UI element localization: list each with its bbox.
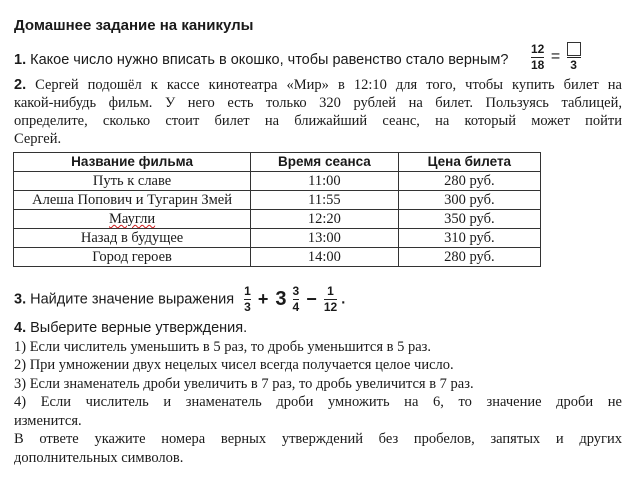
question-3-text: Найдите значение выражения [30, 291, 235, 308]
ticket-price: 300 руб. [398, 191, 540, 210]
film-name: Маугли [14, 210, 251, 229]
question-2-line-4: Сергей. [14, 131, 62, 147]
film-name: Алеша Попович и Тугарин Змей [14, 191, 251, 210]
expr-fraction-2: $\frac{3}{4}$ [292, 284, 300, 314]
statement-3: 3) Если знаменатель дроби увеличить в 7 раз, то дробь увеличится в 7 раз. [14, 375, 474, 392]
question-2-line-1: 2. Сергей подошёл к кассе кинотеатра «Мир» в 12:10 для того, чтобы купить билет на [14, 77, 622, 93]
question-4 [14, 319, 622, 467]
question-2 [14, 76, 622, 148]
header-film: Название фильма [14, 153, 251, 172]
plus-sign: + [257, 289, 269, 309]
ticket-price: 280 руб. [398, 172, 540, 191]
fraction-right [567, 42, 581, 72]
table-row [14, 210, 541, 229]
question-2-line-2: какой-нибудь фильм. У него есть только 320 рублей на билет. Пользуясь таблицей, [14, 95, 622, 111]
session-time: 11:55 [251, 191, 399, 210]
question-3-number: 3. [14, 291, 27, 308]
fraction-left-denominator: 18 [531, 57, 545, 72]
fraction-right-denominator: 3 [570, 58, 577, 72]
statement-4-line-2: изменится. [14, 412, 82, 429]
session-time: 13:00 [251, 229, 399, 248]
ticket-price: 350 руб. [398, 210, 540, 229]
ticket-price: 310 руб. [398, 229, 540, 248]
answer-box[interactable] [567, 42, 581, 56]
minus-sign: − [306, 289, 317, 309]
question-1-number: 1. [14, 52, 27, 68]
expr-fraction-3: $\frac{1}{12}$ [323, 284, 338, 314]
table-row [14, 248, 541, 267]
fraction-left-numerator: 12 [531, 41, 545, 56]
expr-fraction-1: $\frac{1}{3}$ [244, 284, 251, 314]
header-time: Время сеанса [251, 153, 399, 172]
question-1-equation [531, 42, 581, 72]
page-title: Домашнее задание на каникулы [14, 17, 254, 34]
session-time: 11:00 [251, 172, 399, 191]
question-1-text: Какое число нужно вписать в окошко, чтобы равенство стало верным? [30, 52, 509, 68]
equals-sign: = [550, 48, 561, 65]
fraction-left [531, 43, 544, 72]
statement-1: 1) Если числитель уменьшить в 5 раз, то дробь уменьшится в 5 раз. [14, 338, 432, 355]
table-row [14, 229, 541, 248]
session-time: 14:00 [251, 248, 399, 267]
table-row [14, 191, 541, 210]
expr-period: . [341, 291, 346, 308]
question-1 [14, 52, 508, 68]
question-4-number: 4. [14, 320, 27, 336]
table-header-row [14, 153, 541, 172]
film-name: Город героев [14, 248, 251, 267]
schedule-table [13, 152, 541, 267]
film-name: Назад в будущее [14, 229, 251, 248]
ticket-price: 280 руб. [398, 248, 540, 267]
film-name: Путь к славе [14, 172, 251, 191]
answer-instruction-line-1: В ответе укажите номера верных утверждений без пробелов, запятых и других [14, 431, 622, 447]
statement-4-line-1: 4) Если числитель и знаменатель дроби умножить на 6, то значение дроби не [14, 394, 622, 410]
question-2-line-3: определите, сколько стоит билет на ближайший сеанс, на который может пойти [14, 113, 622, 129]
mixed-whole: 3 [275, 288, 287, 310]
question-2-number: 2. [14, 77, 27, 93]
answer-instruction-line-2: дополнительных символов. [14, 449, 184, 466]
question-4-title [14, 319, 622, 338]
table-row [14, 172, 541, 191]
statement-2: 2) При умножении двух нецелых чисел всегда получается целое число. [14, 357, 454, 373]
question-3 [14, 285, 345, 314]
question-4-text: Выберите верные утверждения. [30, 320, 248, 336]
header-price: Цена билета [398, 153, 540, 172]
session-time: 12:20 [251, 210, 399, 229]
